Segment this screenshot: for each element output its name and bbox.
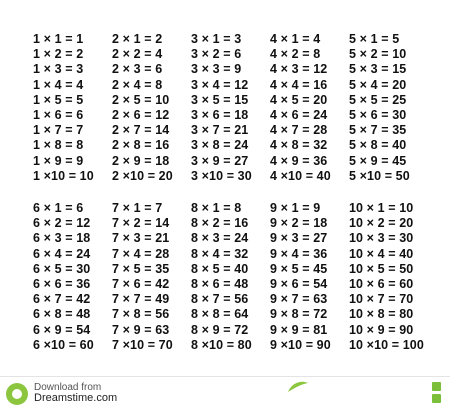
equation: 10 × 3 = 30 bbox=[349, 231, 414, 246]
equation: 6 × 6 = 36 bbox=[33, 277, 91, 292]
equation: 3 × 5 = 15 bbox=[191, 92, 249, 107]
table-column bbox=[33, 32, 112, 184]
equation: 6 × 4 = 24 bbox=[33, 246, 91, 261]
equation: 9 × 9 = 81 bbox=[270, 322, 328, 337]
equation: 7 × 1 = 7 bbox=[112, 201, 163, 215]
table-column bbox=[349, 32, 428, 184]
equation: 3 × 3 = 9 bbox=[191, 62, 242, 77]
equation: 1 × 7 = 7 bbox=[33, 123, 84, 138]
equation: 10 ×10 = 100 bbox=[349, 337, 424, 352]
equation: 4 × 7 = 28 bbox=[270, 123, 328, 138]
equation: 6 ×10 = 60 bbox=[33, 337, 94, 352]
equation: 2 × 3 = 6 bbox=[112, 62, 163, 77]
equation: 10 × 8 = 80 bbox=[349, 307, 414, 322]
equation: 9 × 6 = 54 bbox=[270, 277, 328, 292]
equation: 9 ×10 = 90 bbox=[270, 337, 331, 352]
table-column bbox=[112, 201, 191, 353]
equation: 9 × 1 = 9 bbox=[270, 201, 321, 215]
table-column bbox=[349, 201, 428, 353]
equation: 8 × 3 = 24 bbox=[191, 231, 249, 246]
equation: 5 × 9 = 45 bbox=[349, 153, 407, 168]
equation: 2 × 5 = 10 bbox=[112, 92, 170, 107]
equation: 7 ×10 = 70 bbox=[112, 337, 173, 352]
equation: 4 × 8 = 32 bbox=[270, 138, 328, 153]
equation: 4 × 1 = 4 bbox=[270, 32, 321, 46]
equation: 4 × 5 = 20 bbox=[270, 92, 328, 107]
equation: 2 × 7 = 14 bbox=[112, 123, 170, 138]
table-column bbox=[112, 32, 191, 184]
equation: 1 × 3 = 3 bbox=[33, 62, 84, 77]
equation: 5 × 6 = 30 bbox=[349, 108, 407, 123]
equation: 3 × 2 = 6 bbox=[191, 47, 242, 62]
table-column bbox=[270, 201, 349, 353]
equation: 3 × 4 = 12 bbox=[191, 77, 249, 92]
equation: 7 × 8 = 56 bbox=[112, 307, 170, 322]
equation: 9 × 4 = 36 bbox=[270, 246, 328, 261]
equation: 4 × 4 = 16 bbox=[270, 77, 328, 92]
equation: 8 × 7 = 56 bbox=[191, 292, 249, 307]
equation: 3 × 8 = 24 bbox=[191, 138, 249, 153]
equation: 9 × 2 = 18 bbox=[270, 216, 328, 231]
equation: 8 × 4 = 32 bbox=[191, 246, 249, 261]
tables-1-to-5 bbox=[33, 32, 428, 184]
equation: 6 × 5 = 30 bbox=[33, 261, 91, 276]
equation: 10 × 6 = 60 bbox=[349, 277, 414, 292]
equation: 1 × 6 = 6 bbox=[33, 108, 84, 123]
equation: 10 × 9 = 90 bbox=[349, 322, 414, 337]
equation: 6 × 9 = 54 bbox=[33, 322, 91, 337]
equation: 7 × 9 = 63 bbox=[112, 322, 170, 337]
equation: 2 × 6 = 12 bbox=[112, 108, 170, 123]
equation: 10 × 7 = 70 bbox=[349, 292, 414, 307]
equation: 3 × 9 = 27 bbox=[191, 153, 249, 168]
equation: 5 × 8 = 40 bbox=[349, 138, 407, 153]
equation: 7 × 7 = 49 bbox=[112, 292, 170, 307]
equation: 5 × 4 = 20 bbox=[349, 77, 407, 92]
equation: 7 × 6 = 42 bbox=[112, 277, 170, 292]
equation: 5 × 7 = 35 bbox=[349, 123, 407, 138]
equation: 2 × 9 = 18 bbox=[112, 153, 170, 168]
equation: 10 × 1 = 10 bbox=[349, 201, 414, 215]
equation: 4 × 2 = 8 bbox=[270, 47, 321, 62]
equation: 3 × 1 = 3 bbox=[191, 32, 242, 46]
equation: 4 × 3 = 12 bbox=[270, 62, 328, 77]
side-icons bbox=[432, 382, 441, 403]
square-icon bbox=[432, 382, 441, 391]
equation: 1 ×10 = 10 bbox=[33, 168, 94, 183]
equation: 1 × 8 = 8 bbox=[33, 138, 84, 153]
equation: 8 × 6 = 48 bbox=[191, 277, 249, 292]
equation: 9 × 5 = 45 bbox=[270, 261, 328, 276]
equation: 7 × 5 = 35 bbox=[112, 261, 170, 276]
equation: 10 × 5 = 50 bbox=[349, 261, 414, 276]
equation: 9 × 3 = 27 bbox=[270, 231, 328, 246]
equation: 8 × 9 = 72 bbox=[191, 322, 249, 337]
equation: 8 × 2 = 16 bbox=[191, 216, 249, 231]
equation: 5 × 3 = 15 bbox=[349, 62, 407, 77]
equation: 8 × 8 = 64 bbox=[191, 307, 249, 322]
equation: 7 × 4 = 28 bbox=[112, 246, 170, 261]
equation: 9 × 8 = 72 bbox=[270, 307, 328, 322]
equation: 1 × 1 = 1 bbox=[33, 32, 84, 46]
equation: 3 × 6 = 18 bbox=[191, 108, 249, 123]
equation: 4 ×10 = 40 bbox=[270, 168, 331, 183]
equation: 2 × 4 = 8 bbox=[112, 77, 163, 92]
equation: 5 × 5 = 25 bbox=[349, 92, 407, 107]
square-icon bbox=[432, 394, 441, 403]
equation: 10 × 4 = 40 bbox=[349, 246, 414, 261]
equation: 1 × 5 = 5 bbox=[33, 92, 84, 107]
equation: 4 × 9 = 36 bbox=[270, 153, 328, 168]
equation: 2 × 2 = 4 bbox=[112, 47, 163, 62]
equation: 6 × 8 = 48 bbox=[33, 307, 91, 322]
leaf-icon bbox=[286, 380, 310, 394]
equation: 6 × 3 = 18 bbox=[33, 231, 91, 246]
equation: 5 ×10 = 50 bbox=[349, 168, 410, 183]
equation: 1 × 4 = 4 bbox=[33, 77, 84, 92]
equation: 8 × 5 = 40 bbox=[191, 261, 249, 276]
equation: 6 × 1 = 6 bbox=[33, 201, 84, 215]
equation: 1 × 9 = 9 bbox=[33, 153, 84, 168]
equation: 5 × 2 = 10 bbox=[349, 47, 407, 62]
tables-6-to-10 bbox=[33, 201, 428, 353]
equation: 2 ×10 = 20 bbox=[112, 168, 173, 183]
equation: 10 × 2 = 20 bbox=[349, 216, 414, 231]
equation: 2 × 8 = 16 bbox=[112, 138, 170, 153]
equation: 3 × 7 = 21 bbox=[191, 123, 249, 138]
equation: 7 × 3 = 21 bbox=[112, 231, 170, 246]
table-column bbox=[270, 32, 349, 184]
watermark-footer bbox=[0, 376, 450, 411]
equation: 8 × 1 = 8 bbox=[191, 201, 242, 215]
equation: 3 ×10 = 30 bbox=[191, 168, 252, 183]
equation: 7 × 2 = 14 bbox=[112, 216, 170, 231]
table-column bbox=[191, 32, 270, 184]
equation: 6 × 7 = 42 bbox=[33, 292, 91, 307]
equation: 5 × 1 = 5 bbox=[349, 32, 400, 46]
equation: 2 × 1 = 2 bbox=[112, 32, 163, 46]
equation: 8 ×10 = 80 bbox=[191, 337, 252, 352]
site-name: Dreamstime.com bbox=[34, 392, 118, 404]
equation: 1 × 2 = 2 bbox=[33, 47, 84, 62]
download-label: Download from bbox=[34, 382, 102, 393]
table-column bbox=[33, 201, 112, 353]
dreamstime-logo-icon bbox=[6, 383, 28, 405]
equation: 6 × 2 = 12 bbox=[33, 216, 91, 231]
equation: 9 × 7 = 63 bbox=[270, 292, 328, 307]
equation: 4 × 6 = 24 bbox=[270, 108, 328, 123]
table-column bbox=[191, 201, 270, 353]
